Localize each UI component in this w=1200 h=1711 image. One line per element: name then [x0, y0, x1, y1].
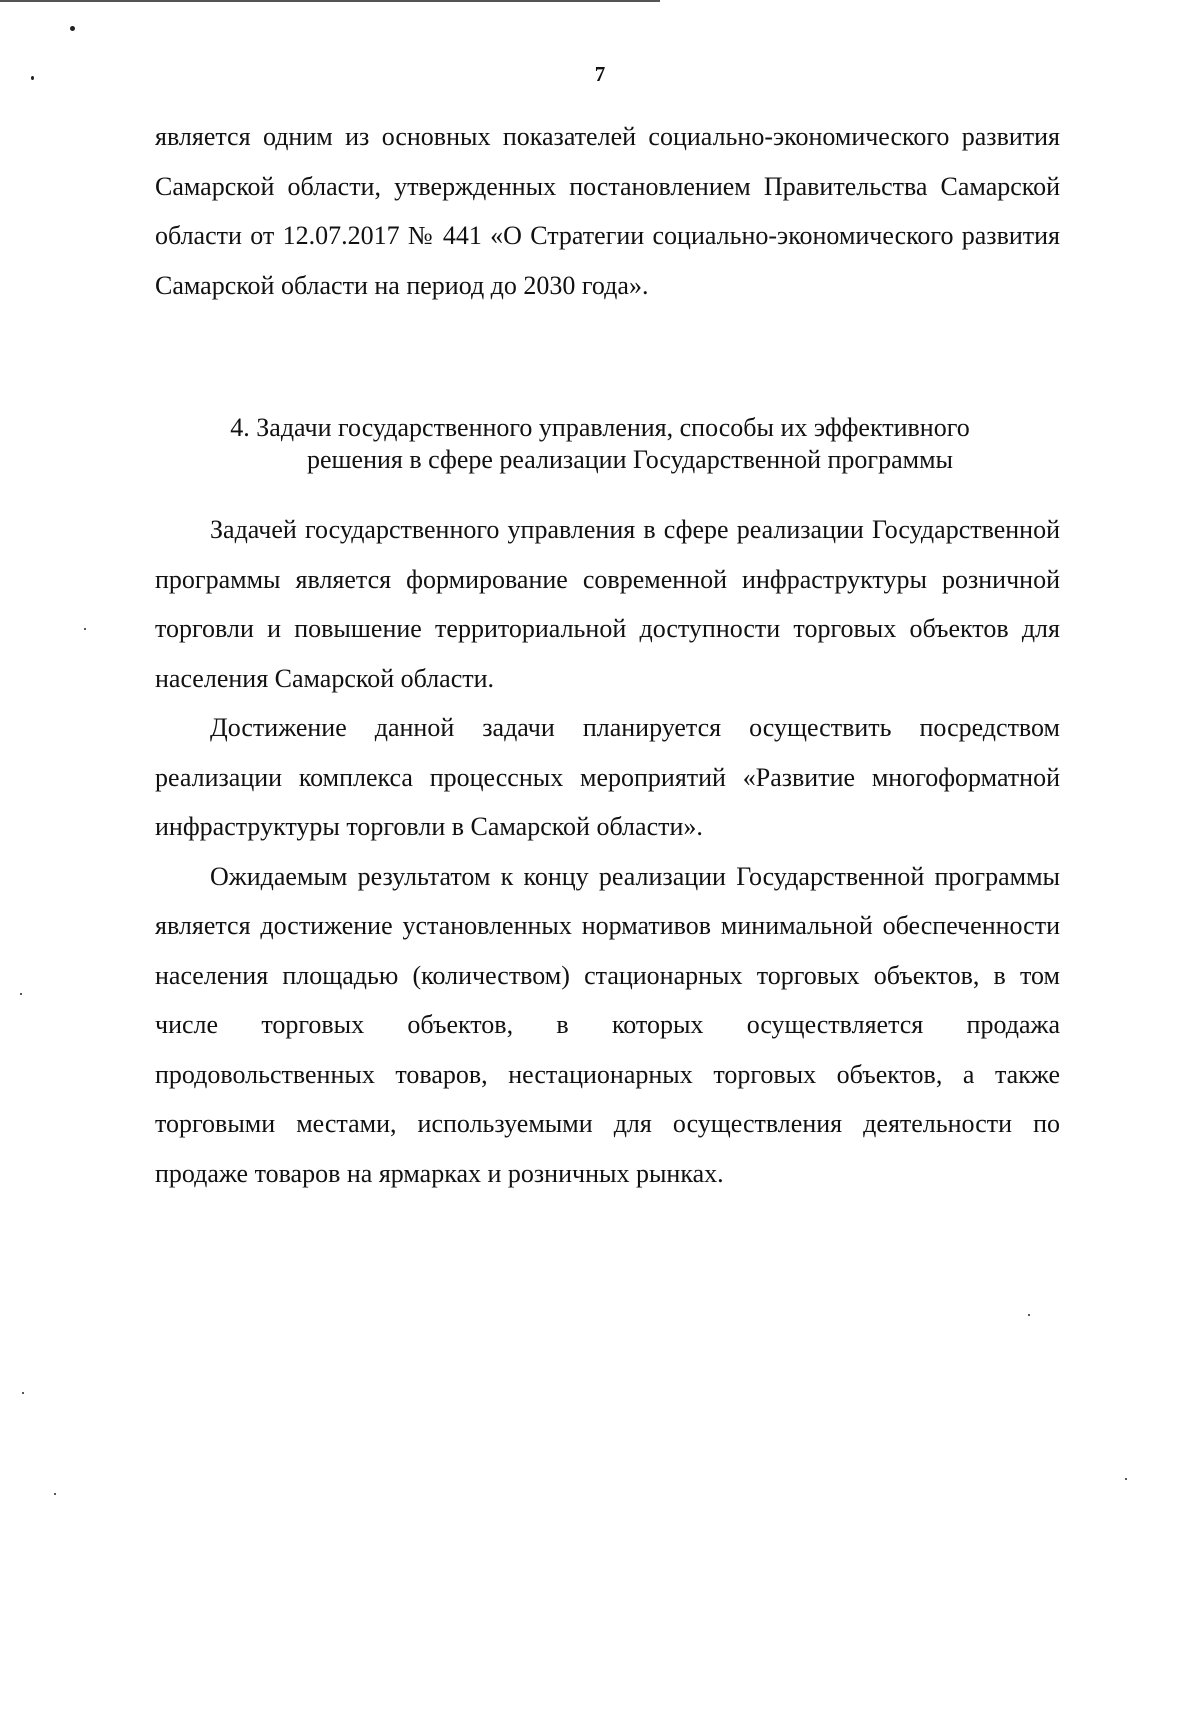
body-paragraph: Достижение данной задачи планируется осуществить посредством реализации комплекса процессных мероприятий «Развитие многоформатной инфраструктуры торговли в Самарской области».	[155, 713, 1060, 841]
section-body	[155, 505, 1060, 1198]
scan-speck	[1125, 1478, 1127, 1480]
scan-speck	[22, 1392, 24, 1394]
body-paragraph: Ожидаемым результатом к концу реализации Государственной программы является достижение установленных нормативов минимальной обеспеченности населения площадью (количеством) стационарных торговых объектов, в том числе торговых объектов, в которых осуществляется продажа продовольственных товаров, нестационарных торговых объектов, а также торговыми местами, используемыми для осуществления деятельности по продаже товаров на ярмарках и розничных рынках.	[155, 861, 1060, 1188]
body-paragraph: Задачей государственного управления в сфере реализации Государственной программы является формирование современной инфраструктуры розничной торговли и повышение территориальной доступности торговых объектов для населения Самарской области.	[155, 515, 1060, 693]
scan-speck	[84, 628, 86, 630]
scan-speck	[70, 26, 75, 31]
scan-edge-line	[0, 0, 660, 2]
scan-speck	[54, 1493, 56, 1495]
section-title-line-2: решения в сфере реализации Государственной программы	[306, 445, 954, 474]
intro-paragraph: является одним из основных показателей социально-экономического развития Самарской области, утвержденных постановлением Правительства Самарской области от 12.07.2017 № 441 «О Стратегии социально-экономического развития Самарской области на период до 2030 года».	[155, 122, 1060, 300]
scan-speck	[1028, 1314, 1030, 1316]
page-number: 7	[594, 62, 606, 86]
scan-speck	[20, 993, 22, 995]
section-title-line-1: 4. Задачи государственного управления, способы их эффективного	[230, 413, 970, 442]
section-title	[155, 412, 1060, 476]
